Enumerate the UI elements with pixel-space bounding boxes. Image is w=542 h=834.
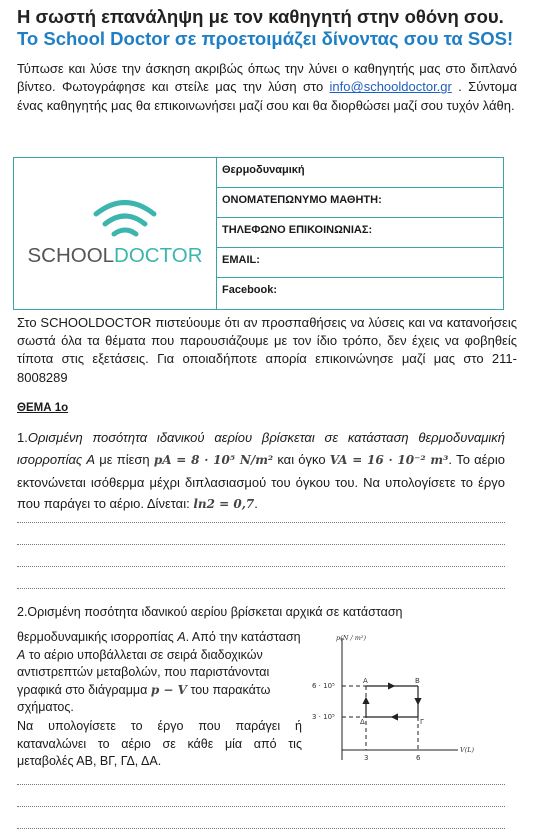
field-student-name[interactable]: ΟΝΟΜΑΤΕΠΩΝΥΜΟ ΜΑΘΗΤΗ:	[216, 188, 503, 218]
q1-number: 1.	[17, 430, 28, 445]
q1-period: .	[254, 496, 258, 512]
field-subject: Θερμοδυναμική	[216, 158, 503, 188]
x-tick-label: 6	[416, 754, 421, 762]
question-1	[17, 427, 505, 516]
point-label-b: B	[415, 677, 420, 685]
q1-state: Α	[86, 451, 96, 467]
logo-text-school: SCHOOL	[27, 244, 115, 267]
schooldoctor-logo	[14, 158, 216, 309]
info-fields	[216, 158, 503, 308]
header-subtitle: Το School Doctor σε προετοιμάζει δίνοντας σου τα SOS!	[17, 28, 514, 49]
logo-cell	[14, 158, 217, 309]
header-title: Η σωστή επανάληψη με τον καθηγητή στην οθόνη σου.	[17, 6, 504, 27]
signal-arc-middle	[105, 216, 145, 224]
q2-pv: p − V	[150, 682, 187, 697]
answer-line[interactable]	[17, 566, 505, 567]
field-phone[interactable]: ΤΗΛΕΦΩΝΟ ΕΠΙΚΟΙΝΩΝΙΑΣ:	[216, 218, 503, 248]
answer-line[interactable]	[17, 806, 505, 807]
q2-text-4: του παρακάτω σχήματος.	[17, 682, 271, 715]
body-paragraph: Στο SCHOOLDOCTOR πιστεύουμε ότι αν προσπαθήσεις να λύσεις και να κατανοήσεις σωστά όλα τα θέματα που παρουσιάζουμε με τον ίδιο τρόπο, δεν έχεις να φοβηθείς τίποτα στις εξετάσεις. Για οποιαδήποτε απορία επικοινώνησε μαζί μας στο 211-8008289	[17, 315, 517, 385]
q2-text: θερμοδυναμικής ισορροπίας	[17, 630, 174, 644]
q2-state: Α	[177, 630, 186, 644]
svg-text:SCHOOLDOCTOR	[27, 244, 202, 267]
intro-text: Τύπωσε και λύσε την άσκηση ακριβώς όπως την λύνει ο καθηγητής μας στο διπλανό βίντεο. Φωτογράφησε και στείλε μας την λύση στο	[17, 61, 517, 95]
q2-text-2: . Από την κατάσταση	[185, 630, 301, 644]
field-email[interactable]: EMAIL:	[216, 248, 503, 278]
q2-text-3: το αέριο υποβάλλεται σε σειρά διαδοχικών αντιστρεπτών μεταβολών, που παριστάνονται γραφικά στο διάγραμμα	[17, 647, 270, 697]
y-tick-label: 6 · 10⁵	[312, 682, 335, 690]
pv-diagram	[308, 630, 508, 766]
logo-text-doctor: DOCTOR	[114, 244, 203, 267]
signal-arc-inner	[114, 230, 136, 234]
answer-line[interactable]	[17, 828, 505, 829]
point-label-d: Δ	[360, 718, 365, 726]
x-tick-label: 3	[364, 754, 369, 762]
intro-text-end: . Σύντομα ένας καθηγητής μας θα επικοινωνήσει μαζί σου και θα διορθώσει μαζί σου τυχόν λάθη.	[17, 79, 517, 113]
q1-given: ln2 = 0,7	[193, 497, 255, 512]
question-2-task: Να υπολογίσετε το έργο που παράγει ή καταναλώνει το αέριο σε κάθε μία από τις μεταβολές ΑΒ, ΒΓ, ΓΔ, ΔΑ.	[17, 719, 302, 769]
answer-line[interactable]	[17, 522, 505, 523]
field-facebook[interactable]: Facebook:	[222, 284, 278, 296]
y-axis-label: p(N / m²)	[336, 634, 367, 642]
answer-line[interactable]	[17, 784, 505, 785]
point-label-a: A	[363, 677, 368, 685]
question-2-text	[17, 629, 307, 717]
q1-text: Ορισμένη ποσότητα ιδανικού αερίου βρίσκεται σε κατάσταση θερμοδυναμική ισορροπίας	[17, 430, 505, 467]
intro-paragraph	[17, 60, 517, 115]
y-tick-label: 3 · 10⁵	[312, 713, 335, 721]
signal-arc-outer	[96, 203, 154, 215]
q2-state-2: Α	[17, 647, 26, 662]
point-label-g: Γ	[420, 718, 424, 726]
q1-text-2: με πίεση	[99, 451, 150, 467]
q1-volume: VA = 16 · 10⁻² m³	[329, 452, 449, 467]
answer-line[interactable]	[17, 544, 505, 545]
section-title: ΘΕΜΑ 1ο	[17, 402, 69, 414]
x-axis-label: V(L)	[460, 746, 475, 754]
q1-text-3: και όγκο	[277, 451, 326, 467]
answer-line[interactable]	[17, 588, 505, 589]
q1-pressure: pA = 8 · 10⁵ N/m²	[153, 452, 274, 467]
email-link[interactable]: info@schooldoctor.gr	[329, 79, 452, 95]
question-2-intro: 2.Ορισμένη ποσότητα ιδανικού αερίου βρίσκεται αρχικά σε κατάσταση	[17, 605, 403, 619]
q1-text-4: . Το αέριο εκτονώνεται ισόθερμα μέχρι διπλασιασμού του όγκου του. Να υπολογίσετε το έργο που παράγει το αέριο. Δίνεται:	[17, 451, 505, 512]
student-info-box	[13, 157, 504, 310]
